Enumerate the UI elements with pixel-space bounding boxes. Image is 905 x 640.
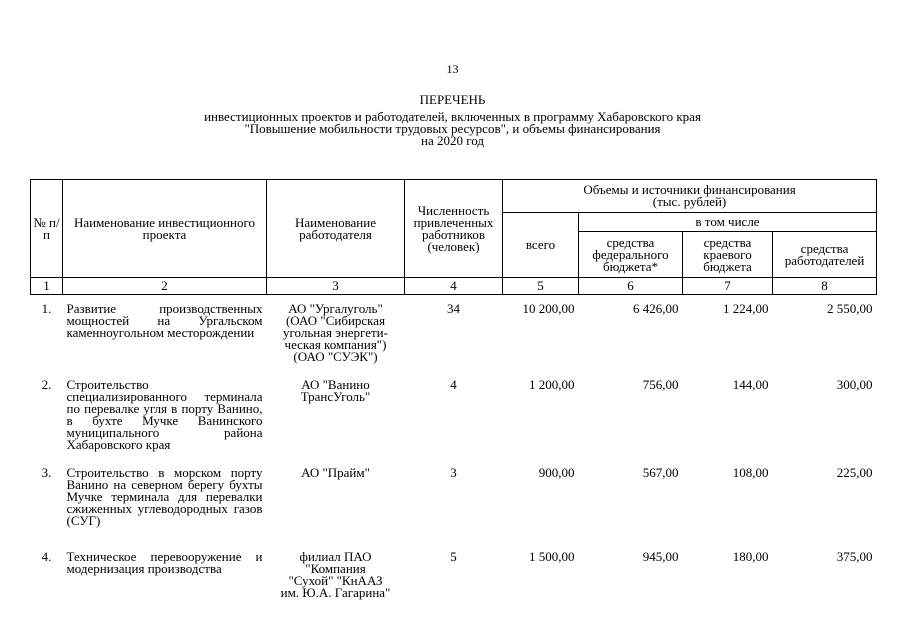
row-employer bbox=[267, 371, 405, 459]
row-total: 1 200,00 bbox=[529, 376, 575, 392]
document-subtitle bbox=[0, 111, 905, 147]
row-project: Строительство в морском порту Ванино на северном берегу бухты Мучке терминала для перевалки сжиженных углеводородных газов (СУГ) bbox=[66, 464, 263, 528]
employer-line: (ОАО "Сибирская bbox=[285, 313, 386, 328]
header-funding-line1: Объемы и источники финансирования bbox=[583, 182, 796, 197]
header-num: № п/п bbox=[31, 180, 63, 278]
column-number: 3 bbox=[267, 278, 405, 295]
column-number: 1 bbox=[31, 278, 63, 295]
employer-line: АО "Ургалуголь" bbox=[288, 301, 383, 316]
column-number: 8 bbox=[773, 278, 877, 295]
employer-line: "Компания bbox=[305, 560, 366, 576]
row-num: 3. bbox=[41, 464, 52, 480]
row-regional: 144,00 bbox=[732, 376, 769, 392]
row-employers-funds: 2 550,00 bbox=[827, 301, 873, 316]
row-federal: 945,00 bbox=[642, 548, 679, 564]
table-row bbox=[31, 371, 877, 459]
header-employers-funds: средства работодателей bbox=[773, 232, 877, 278]
table-row bbox=[31, 295, 877, 371]
header-funding bbox=[503, 180, 877, 213]
subtitle-line: на 2020 год bbox=[421, 133, 484, 148]
subtitle-line: инвестиционных проектов и работодателей, включенных в программу Хабаровского края bbox=[204, 109, 701, 124]
subtitle-line: "Повышение мобильности трудовых ресурсов", и объемы финансирования bbox=[244, 121, 661, 136]
employer-line: угольная энергети- bbox=[283, 325, 388, 340]
row-num: 4. bbox=[41, 548, 52, 564]
row-federal: 6 426,00 bbox=[633, 301, 679, 316]
header-including: в том числе bbox=[579, 213, 877, 232]
employer-line: АО "Прайм" bbox=[301, 464, 370, 480]
row-regional: 180,00 bbox=[732, 548, 769, 564]
row-total: 1 500,00 bbox=[529, 548, 575, 564]
row-employer bbox=[267, 459, 405, 543]
row-project: Развитие производственных мощностей на Ургальском каменноугольном месторождении bbox=[66, 301, 263, 340]
row-num: 1. bbox=[41, 301, 52, 316]
employer-line: "Сухой" "КнААЗ bbox=[288, 572, 383, 588]
document-title: ПЕРЕЧЕНЬ bbox=[419, 92, 486, 107]
row-total: 10 200,00 bbox=[522, 301, 575, 316]
employer-line: филиал ПАО bbox=[299, 548, 372, 564]
row-workers: 3 bbox=[450, 464, 457, 480]
row-employer bbox=[267, 543, 405, 603]
row-project: Строительство специализированного терминала по перевалке угля в порту Ванино, в бухте Мучке Ванинского муниципального района Хабаровского края bbox=[66, 376, 263, 452]
table-row bbox=[31, 459, 877, 543]
row-federal: 567,00 bbox=[642, 464, 679, 480]
table-row bbox=[31, 543, 877, 603]
row-employers-funds: 300,00 bbox=[836, 376, 873, 392]
employer-line: ТрансУголь" bbox=[300, 388, 371, 404]
row-employer bbox=[267, 295, 405, 371]
column-number: 6 bbox=[579, 278, 683, 295]
employer-line: ческая компания") bbox=[284, 337, 387, 352]
row-employers-funds: 225,00 bbox=[836, 464, 873, 480]
row-project: Техническое перевооружение и модернизация производства bbox=[66, 548, 263, 576]
header-workers: Численность привлеченных работников (человек) bbox=[405, 180, 503, 278]
column-number: 7 bbox=[683, 278, 773, 295]
row-workers: 5 bbox=[450, 548, 457, 564]
row-total: 900,00 bbox=[538, 464, 575, 480]
row-employers-funds: 375,00 bbox=[836, 548, 873, 564]
page-number: 13 bbox=[446, 62, 459, 76]
column-number: 5 bbox=[503, 278, 579, 295]
header-funding-line2: (тыс. рублей) bbox=[652, 194, 727, 209]
column-number: 4 bbox=[405, 278, 503, 295]
row-regional: 1 224,00 bbox=[723, 301, 769, 316]
row-workers: 4 bbox=[450, 376, 457, 392]
employer-line: АО "Ванино bbox=[301, 376, 370, 392]
row-federal: 756,00 bbox=[642, 376, 679, 392]
column-number: 2 bbox=[63, 278, 267, 295]
row-num: 2. bbox=[41, 376, 52, 392]
header-total: всего bbox=[503, 213, 579, 278]
employer-line: им. Ю.А. Гагарина" bbox=[280, 584, 391, 600]
header-federal: средства федерального бюджета* bbox=[579, 232, 683, 278]
employer-line: (ОАО "СУЭК") bbox=[293, 349, 378, 364]
header-employer: Наименование работодателя bbox=[267, 180, 405, 278]
row-regional: 108,00 bbox=[732, 464, 769, 480]
header-project: Наименование инвестиционного проекта bbox=[63, 180, 267, 278]
row-workers: 34 bbox=[447, 301, 460, 316]
header-regional: средства краевого бюджета bbox=[683, 232, 773, 278]
projects-table bbox=[30, 179, 877, 603]
